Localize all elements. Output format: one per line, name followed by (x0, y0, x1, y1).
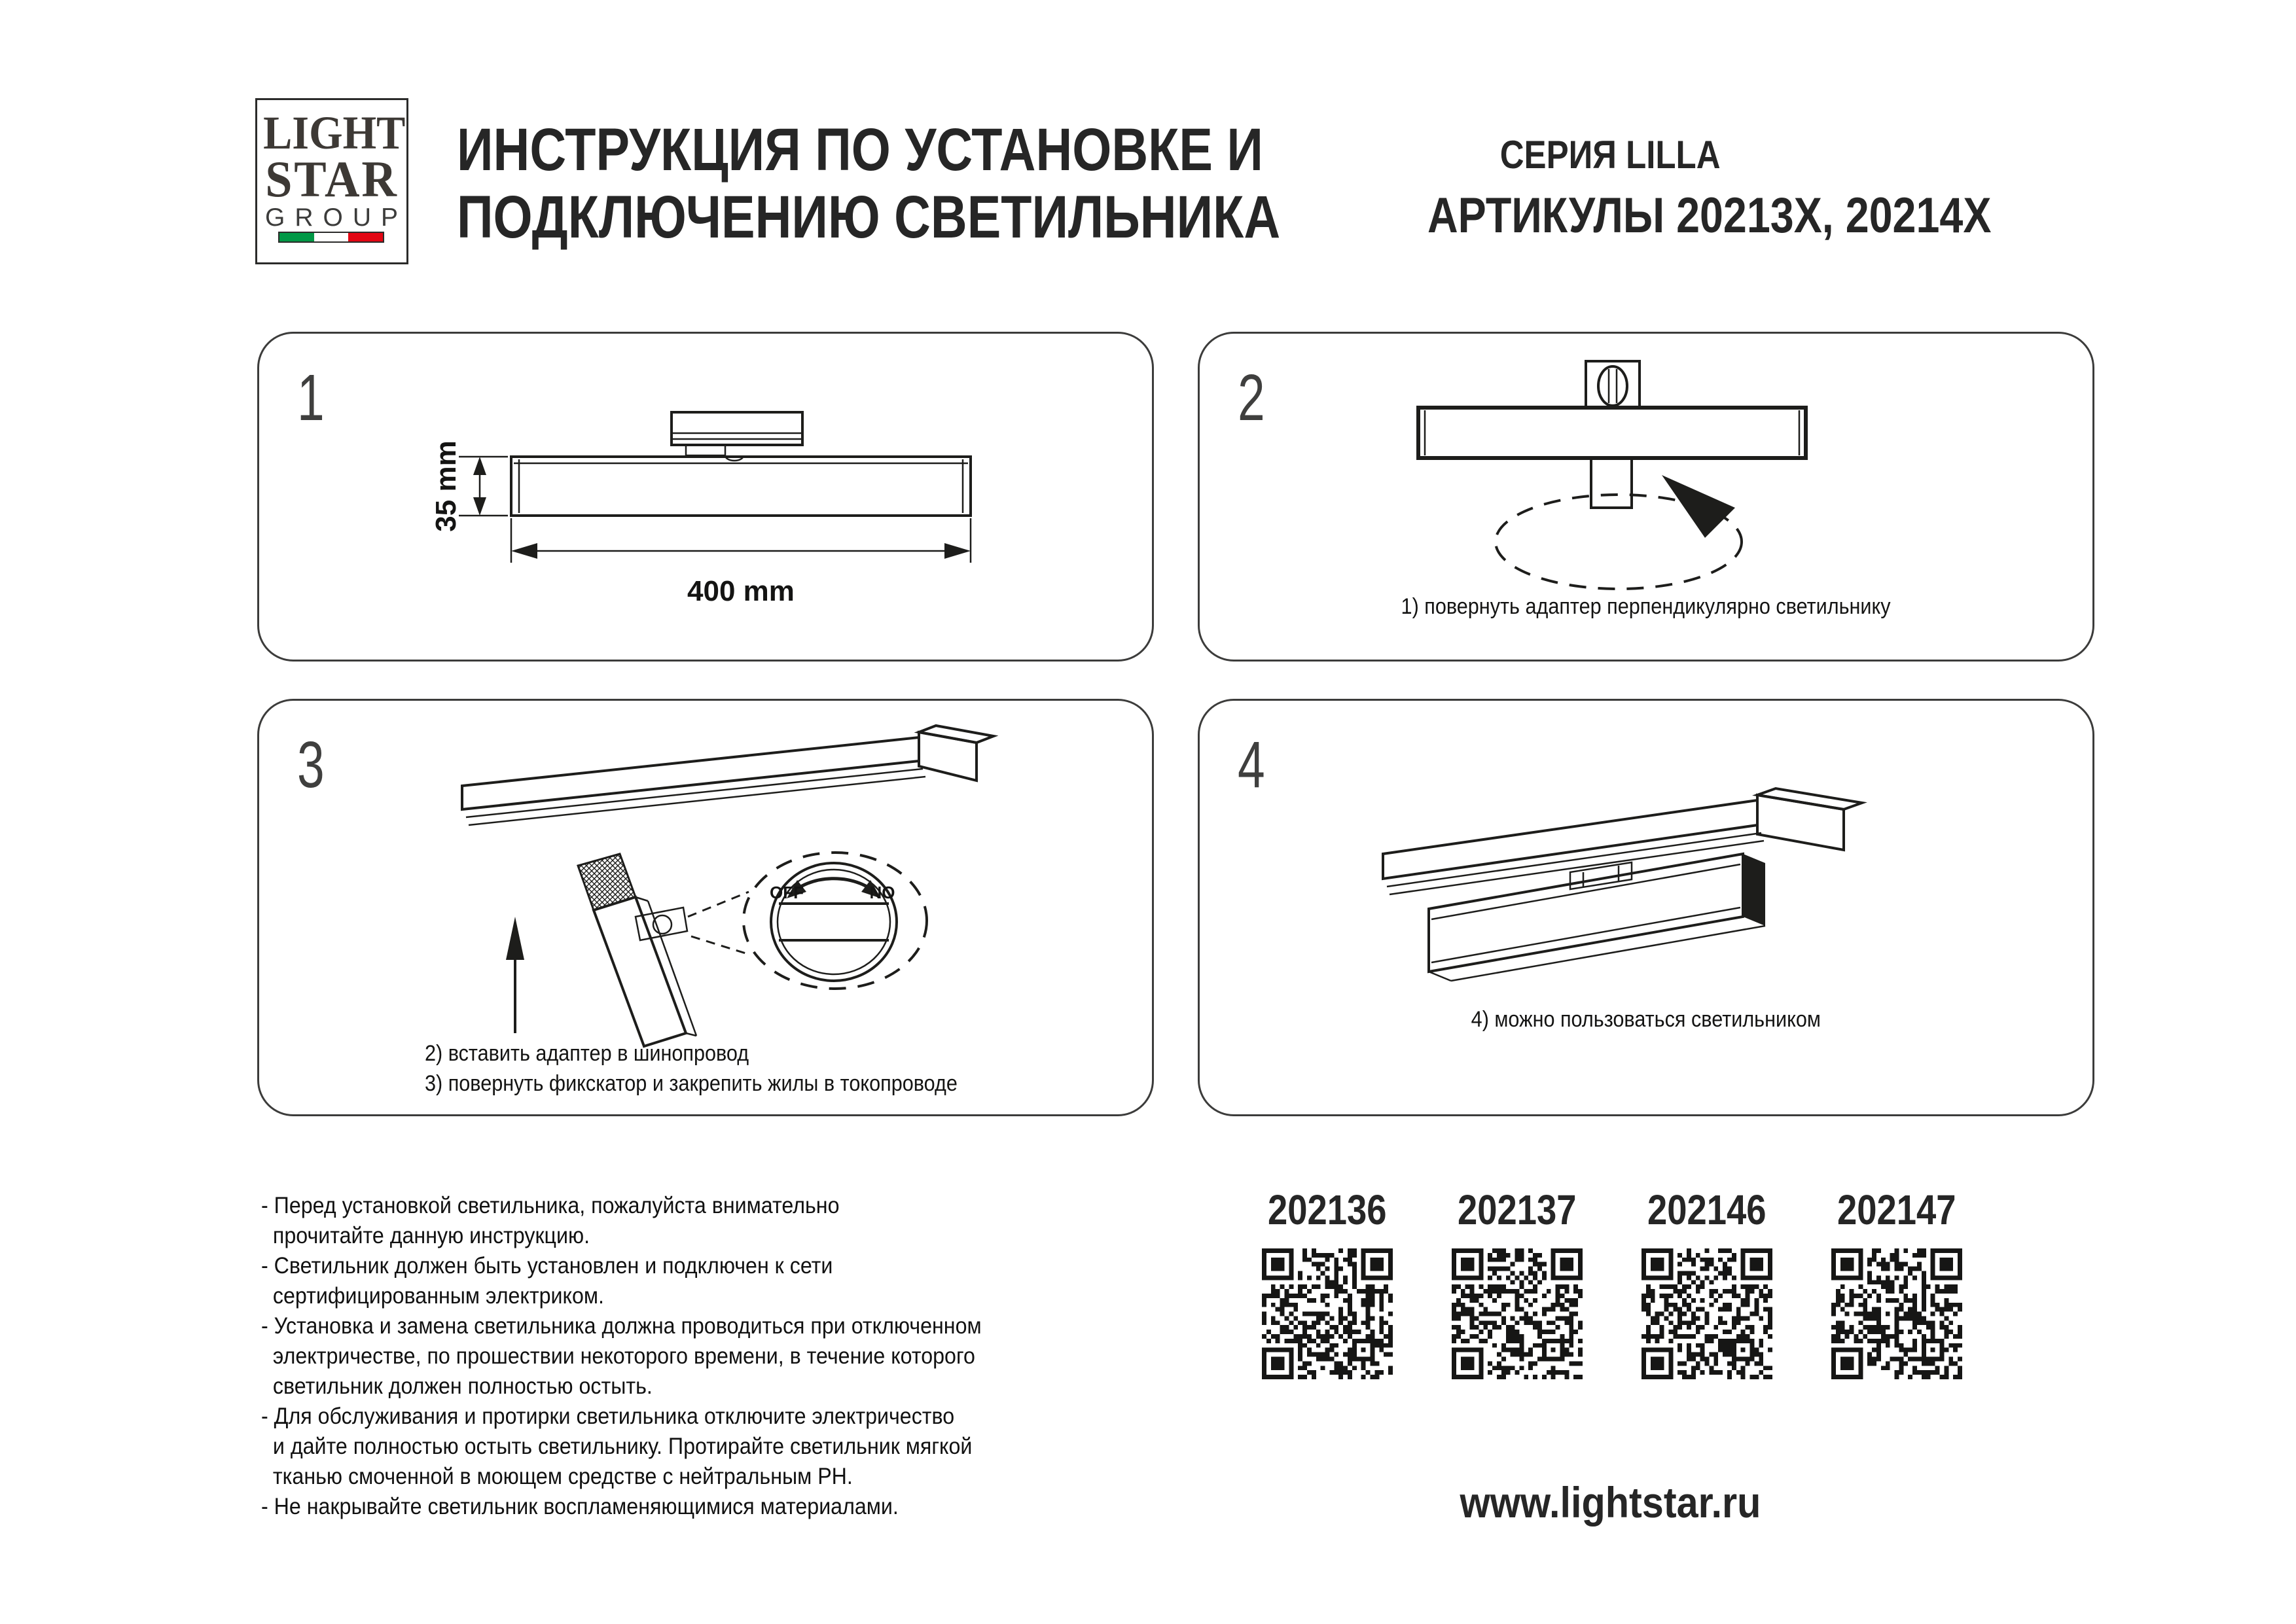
logo-word-star: STAR (265, 150, 399, 207)
warning-line: тканью смоченной в моющем средстве с нейтральным PH. (261, 1464, 853, 1489)
warning-line: - Не накрывайте светильник воспламеняющимися материалами. (261, 1494, 899, 1519)
page-title-line2: ПОДКЛЮЧЕНИЮ СВЕТИЛЬНИКА (457, 184, 1281, 251)
page-title (457, 116, 1437, 251)
knob-off-label: OFF (770, 883, 804, 902)
panel-step-1 (257, 332, 1154, 662)
warning-line: светильник должен полностью остыть. (261, 1373, 653, 1399)
step3-caption-2: 3) повернуть фикскатор и закрепить жилы в токопроводе (425, 1071, 958, 1096)
qr-item-202137 (1445, 1186, 1589, 1383)
warning-line: - Установка и замена светильника должна проводиться при отключенном (261, 1313, 982, 1339)
knob-on-label: NO (869, 883, 895, 902)
step1-dimension-drawing (259, 334, 1152, 660)
qr-code (1452, 1248, 1583, 1379)
step-number-2: 2 (1238, 361, 1265, 434)
logo-word-light: LIGHT (263, 107, 406, 159)
qr-code (1262, 1248, 1393, 1379)
step-number-4: 4 (1238, 728, 1265, 802)
qr-item-202147 (1825, 1186, 1969, 1383)
step3-caption-1: 2) вставить адаптер в шинопровод (425, 1041, 749, 1066)
dim-width-label: 400 mm (687, 575, 795, 607)
qr-article-label: 202146 (1647, 1186, 1767, 1233)
step2-caption: 1) повернуть адаптер перпендикулярно светильнику (1401, 594, 1891, 619)
panel-step-3 (257, 699, 1154, 1116)
panel-step-4 (1198, 699, 2094, 1116)
qr-code (1641, 1248, 1772, 1379)
warning-line: прочитайте данную инструкцию. (261, 1223, 590, 1248)
flag-white (314, 233, 349, 241)
step4-caption: 4) можно пользоваться светильником (1471, 1007, 1821, 1032)
series-label: СЕРИЯ LILLA (1499, 133, 1721, 177)
website-url: www.lightstar.ru (1460, 1478, 1761, 1527)
logo-word-group: GROUP (265, 203, 408, 232)
page-title-line1: ИНСТРУКЦИЯ ПО УСТАНОВКЕ И (457, 116, 1263, 183)
warning-line: - Для обслуживания и протирки светильника отключите электричество (261, 1403, 955, 1429)
step-number-1: 1 (297, 361, 325, 434)
warning-line: - Светильник должен быть установлен и подключен к сети (261, 1253, 833, 1279)
warning-line: сертифицированным электриком. (261, 1283, 604, 1309)
qr-article-label: 202136 (1268, 1186, 1387, 1233)
qr-article-label: 202137 (1458, 1186, 1577, 1233)
flag-green (279, 233, 314, 241)
flag-red (348, 233, 383, 241)
warning-line: и дайте полностью остыть светильнику. Протирайте светильник мягкой (261, 1434, 973, 1459)
qr-article-label: 202147 (1837, 1186, 1956, 1233)
qr-item-202146 (1635, 1186, 1779, 1383)
warning-line: электричестве, по прошествии некоторого времени, в течение которого (261, 1343, 975, 1369)
dim-height-label: 35 mm (430, 440, 462, 532)
articles-label: АРТИКУЛЫ 20213X, 20214X (1427, 188, 1992, 243)
panel-step-2 (1198, 332, 2094, 662)
step4-result-drawing (1200, 701, 2092, 1114)
step-number-3: 3 (297, 728, 325, 802)
safety-warnings (261, 1191, 1044, 1522)
warning-line: - Перед установкой светильника, пожалуйста внимательно (261, 1193, 840, 1218)
qr-code (1831, 1248, 1962, 1379)
lightstar-logo (255, 98, 408, 264)
italian-flag-icon (278, 232, 384, 243)
qr-item-202136 (1255, 1186, 1399, 1383)
